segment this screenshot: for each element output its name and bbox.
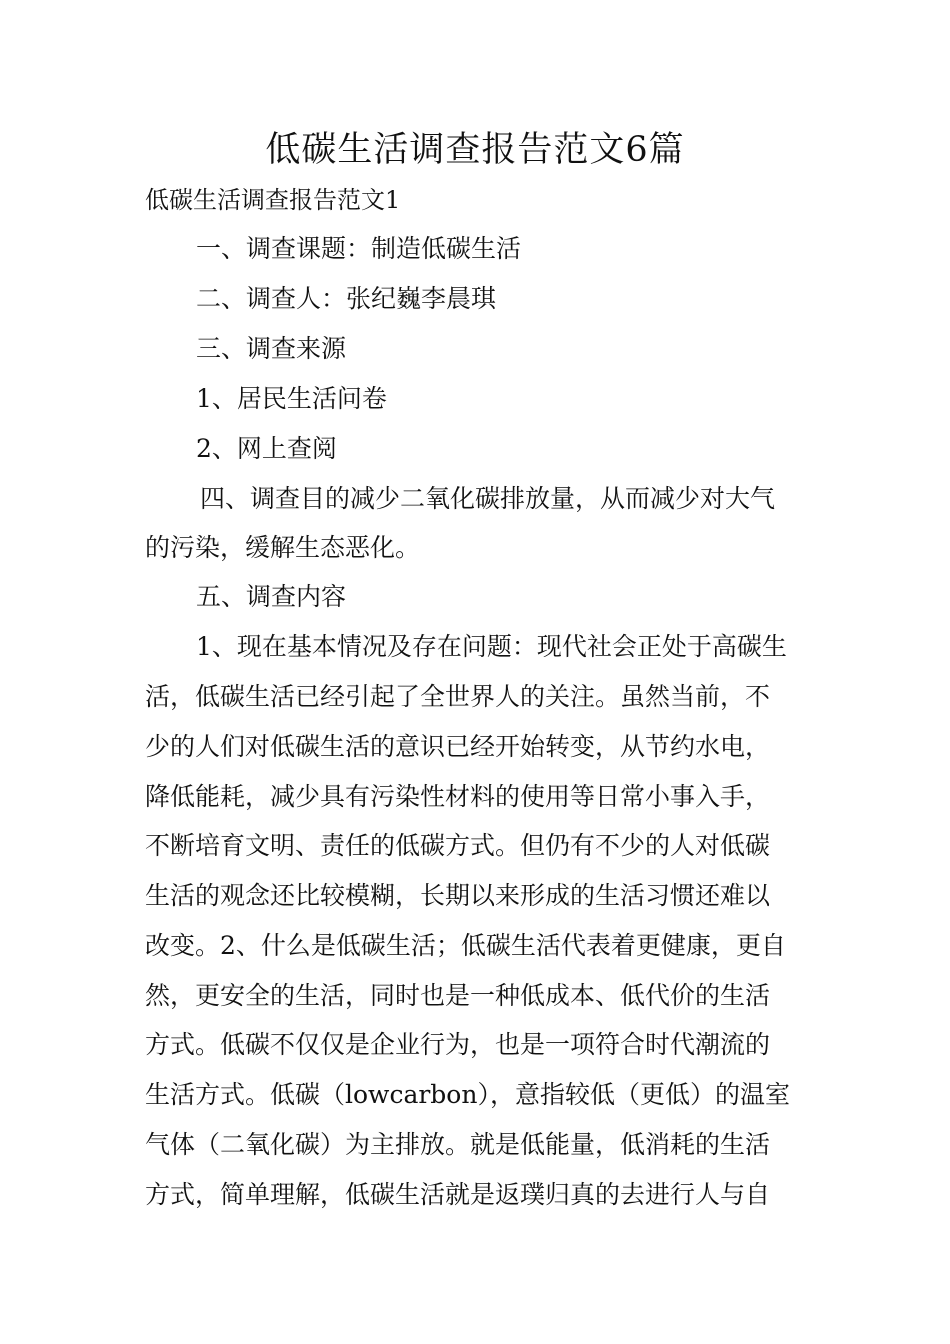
paragraph-line: 生活方式。低碳（lowcarbon），意指较低（更低）的温室: [145, 1080, 790, 1109]
paragraph-line: 改变。2、什么是低碳生活；低碳生活代表着更健康，更自: [145, 931, 786, 960]
paragraph-line: 降低能耗，减少具有污染性材料的使用等日常小事入手，: [145, 782, 771, 811]
paragraph-line: 方式。低碳不仅仅是企业行为，也是一项符合时代潮流的: [145, 1030, 771, 1059]
document-title: 低碳生活调查报告范文6篇: [265, 130, 685, 170]
paragraph-line: 1、现在基本情况及存在问题：现代社会正处于高碳生: [196, 632, 787, 661]
paragraph-line: 2、网上查阅: [196, 434, 337, 463]
section-heading: 低碳生活调查报告范文1: [145, 186, 401, 214]
paragraph-line: 少的人们对低碳生活的意识已经开始转变，从节约水电，: [145, 732, 771, 761]
paragraph-line: 二、调查人：张纪巍李晨琪: [196, 284, 497, 313]
paragraph-line: 不断培育文明、责任的低碳方式。但仍有不少的人对低碳: [145, 831, 771, 860]
paragraph-line: 气体（二氧化碳）为主排放。就是低能量，低消耗的生活: [145, 1130, 771, 1159]
paragraph-line: 的污染，缓解生态恶化。: [145, 533, 421, 562]
paragraph-line: 然，更安全的生活，同时也是一种低成本、低代价的生活: [145, 981, 771, 1010]
paragraph-line: 生活的观念还比较模糊，长期以来形成的生活习惯还难以: [145, 881, 771, 910]
paragraph-line: 方式，简单理解，低碳生活就是返璞归真的去进行人与自: [145, 1180, 771, 1209]
paragraph-line: 活，低碳生活已经引起了全世界人的关注。虽然当前，不: [145, 682, 771, 711]
paragraph-line: 1、居民生活问卷: [196, 384, 387, 413]
paragraph-line: 五、调查内容: [196, 582, 347, 611]
paragraph-line: 三、调查来源: [196, 334, 347, 363]
paragraph-line: 一、调查课题：制造低碳生活: [196, 234, 522, 263]
paragraph-line: 四、调查目的减少二氧化碳排放量，从而减少对大气: [200, 484, 776, 513]
